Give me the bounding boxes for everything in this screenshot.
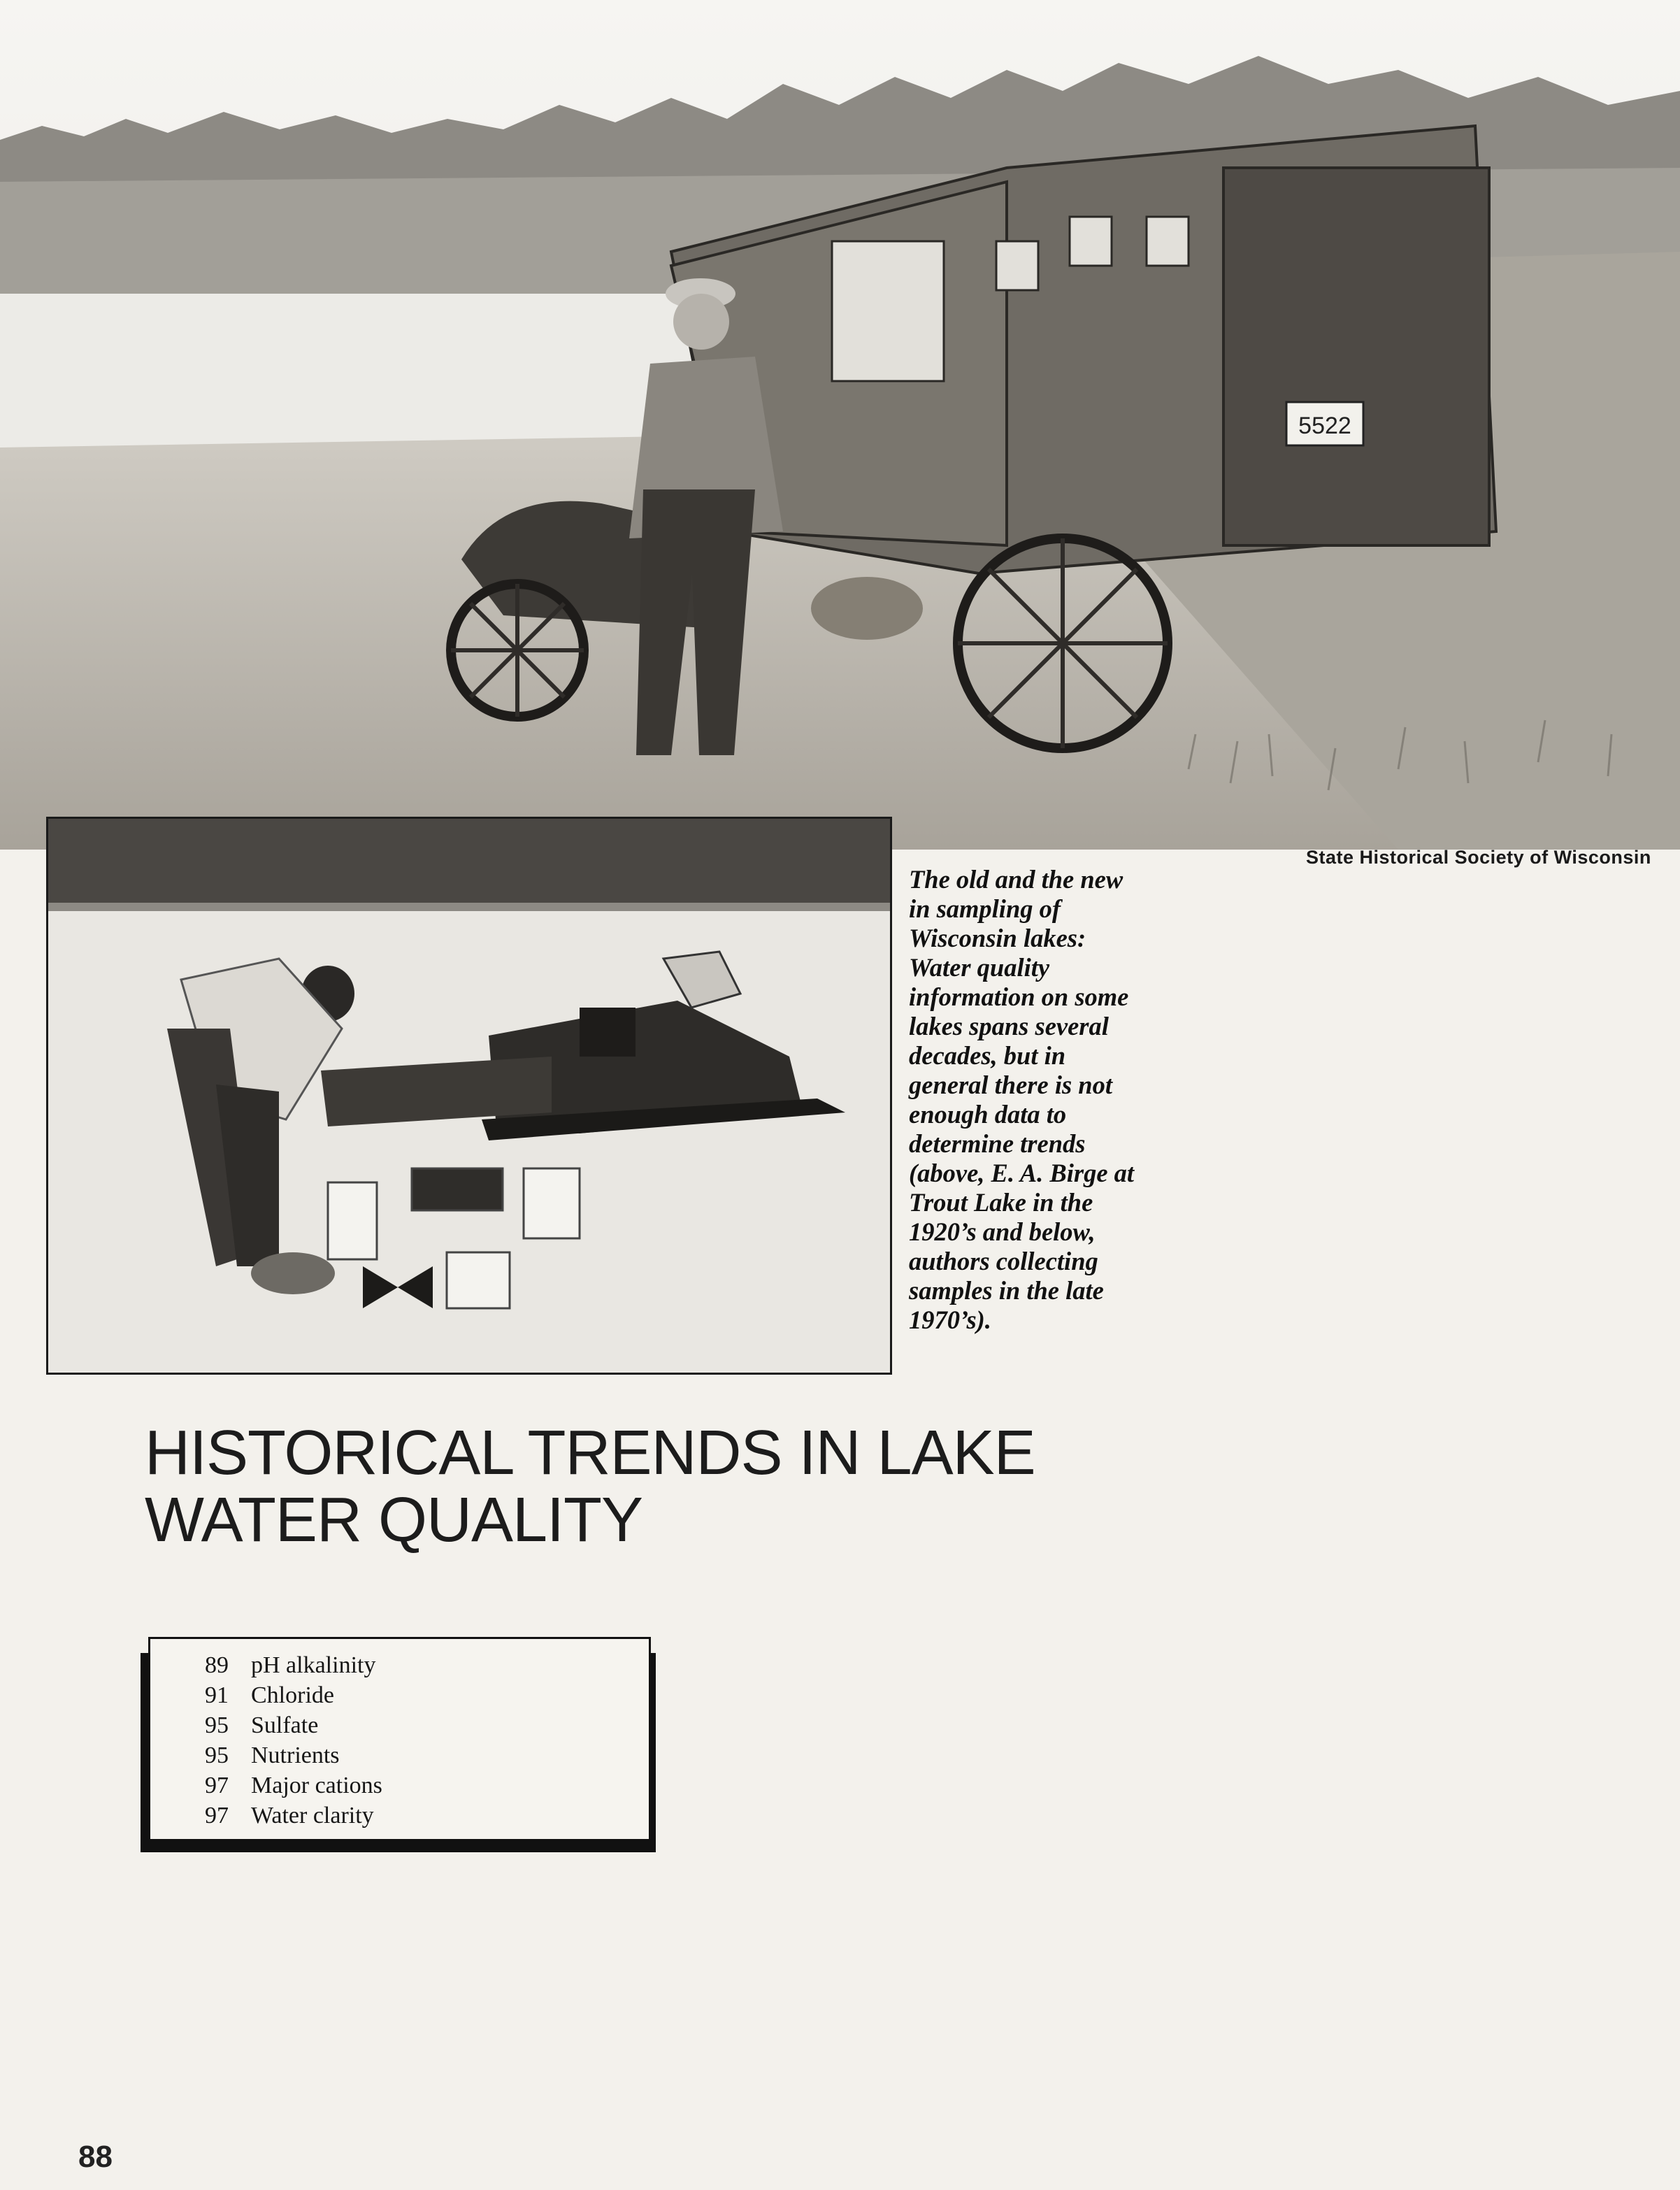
caption-line: determine trends bbox=[909, 1129, 1086, 1158]
contents-page: 95 bbox=[205, 1742, 229, 1768]
caption-line: (above, E. A. Birge at bbox=[909, 1159, 1135, 1187]
contents-topic: pH alkalinity bbox=[251, 1652, 376, 1678]
contents-item bbox=[205, 1710, 649, 1740]
contents-page: 97 bbox=[205, 1773, 229, 1798]
contents-item bbox=[205, 1801, 649, 1831]
contents-box bbox=[148, 1637, 651, 1841]
title-line-1: HISTORICAL TRENDS IN LAKE bbox=[145, 1418, 1035, 1488]
caption-line: 1920’s and below, bbox=[909, 1217, 1096, 1246]
page-title bbox=[145, 1419, 1035, 1554]
caption-line: authors collecting bbox=[909, 1247, 1098, 1275]
caption-line: samples in the late bbox=[909, 1276, 1104, 1305]
caption-line: 1970’s). bbox=[909, 1305, 991, 1334]
contents-item bbox=[205, 1650, 649, 1680]
historical-photo-car bbox=[0, 0, 1680, 850]
caption-line: in sampling of bbox=[909, 894, 1061, 923]
contents-page: 95 bbox=[205, 1712, 229, 1738]
title-line-2: WATER QUALITY bbox=[145, 1485, 643, 1555]
contents-page: 91 bbox=[205, 1682, 229, 1708]
snowmobile-photo-icon bbox=[48, 819, 890, 1373]
car-photo-icon bbox=[0, 0, 1680, 850]
photo-credit: State Historical Society of Wisconsin bbox=[1306, 847, 1651, 868]
photo-caption bbox=[909, 865, 1189, 1335]
contents-item bbox=[205, 1770, 649, 1801]
contents-topic: Chloride bbox=[251, 1682, 334, 1708]
contents-topic: Water clarity bbox=[251, 1803, 374, 1828]
contents-page: 89 bbox=[205, 1652, 229, 1678]
caption-line: enough data to bbox=[909, 1100, 1067, 1129]
caption-line: Trout Lake in the bbox=[909, 1188, 1093, 1217]
caption-line: Water quality bbox=[909, 953, 1050, 982]
contents-topic: Major cations bbox=[251, 1773, 382, 1798]
caption-line: Wisconsin lakes: bbox=[909, 924, 1086, 952]
license-plate-text: 5522 bbox=[1298, 413, 1351, 439]
page-number: 88 bbox=[78, 2140, 113, 2174]
inset-photo-sampling bbox=[46, 817, 892, 1375]
contents-topic: Nutrients bbox=[251, 1742, 340, 1768]
contents-item bbox=[205, 1740, 649, 1770]
contents-page: 97 bbox=[205, 1803, 229, 1828]
caption-line: information on some bbox=[909, 982, 1129, 1011]
caption-line: lakes spans several bbox=[909, 1012, 1109, 1040]
contents-item bbox=[205, 1680, 649, 1710]
caption-line: general there is not bbox=[909, 1071, 1113, 1099]
caption-line: decades, but in bbox=[909, 1041, 1066, 1070]
bleed-through-text bbox=[1161, 881, 1580, 1720]
contents-topic: Sulfate bbox=[251, 1712, 319, 1738]
caption-line: The old and the new bbox=[909, 865, 1123, 894]
